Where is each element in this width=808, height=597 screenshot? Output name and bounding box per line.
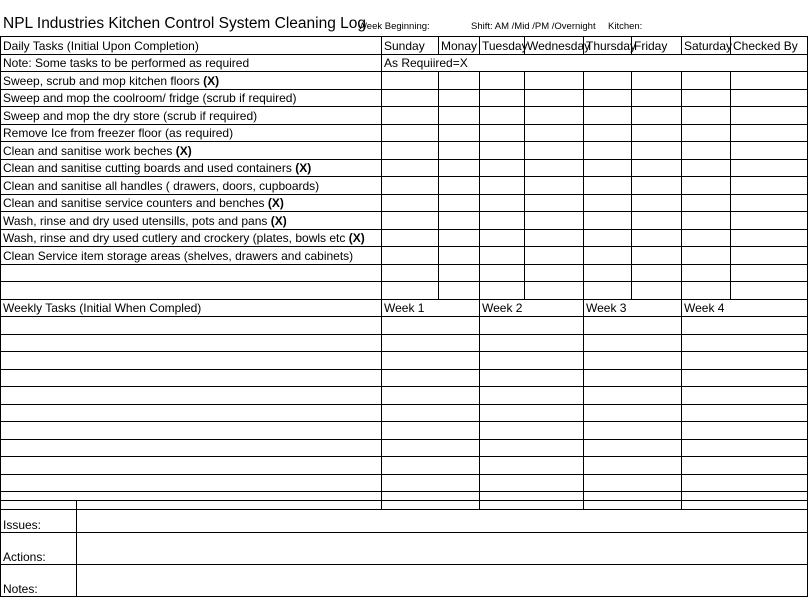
initial-cell[interactable] [439,72,480,90]
day-header: Checked By [731,37,808,55]
shift-label: Shift: AM /Mid /PM /Overnight [471,21,596,32]
initial-cell[interactable] [480,282,525,300]
initial-cell[interactable] [525,177,584,195]
initial-cell[interactable] [480,177,525,195]
initial-cell[interactable] [682,142,731,160]
initial-cell[interactable] [382,282,439,300]
initial-cell[interactable] [480,72,525,90]
actions-label: Actions: [1,533,77,565]
initial-cell[interactable] [584,247,632,265]
week-initial-cell[interactable] [682,352,808,370]
initial-cell[interactable] [525,159,584,177]
day-header: Saturday [682,37,731,55]
initial-cell[interactable] [731,159,808,177]
task-label: Clean Service item storage areas (shelves, drawers and cabinets) [3,248,354,263]
task-cell [1,159,382,177]
week-initial-cell[interactable] [480,457,584,475]
week-initial-cell[interactable] [480,422,584,440]
notes-label: Notes: [1,565,77,597]
initial-cell[interactable] [682,124,731,142]
initial-cell[interactable] [525,124,584,142]
task-label: Wash, rinse and dry used utensills, pots and pans [3,213,271,228]
initial-cell[interactable] [584,72,632,90]
initial-cell[interactable] [525,229,584,247]
initial-cell[interactable] [525,282,584,300]
day-header: Tuesday [480,37,525,55]
initial-cell[interactable] [682,89,731,107]
initial-cell[interactable] [525,194,584,212]
initial-cell[interactable] [480,124,525,142]
task-label: Remove Ice from freezer floor (as required) [3,126,234,140]
initial-cell[interactable] [480,107,525,125]
initial-cell[interactable] [439,159,480,177]
week-initial-cell[interactable] [382,387,480,405]
week-initial-cell[interactable] [382,422,480,440]
as-required-mark: (X) [267,196,284,210]
week-initial-cell[interactable] [382,474,480,492]
initial-cell[interactable] [439,264,480,282]
initial-cell[interactable] [584,89,632,107]
initial-cell[interactable] [584,159,632,177]
cleaning-log-table [0,36,808,510]
task-row [1,142,808,160]
task-row [1,89,808,107]
week-initial-cell[interactable] [382,352,480,370]
week-initial-cell[interactable] [584,317,682,335]
week-initial-cell[interactable] [682,457,808,475]
initial-cell[interactable] [731,142,808,160]
initial-cell[interactable] [480,212,525,230]
day-header: Wednesday [525,37,584,55]
initial-cell[interactable] [439,142,480,160]
week-initial-cell[interactable] [480,404,584,422]
actions-row [1,533,808,565]
initial-cell[interactable] [480,264,525,282]
task-row [1,72,808,90]
note-row [1,54,808,72]
initial-cell[interactable] [382,247,439,265]
weekly-row [1,422,808,440]
initial-cell[interactable] [682,282,731,300]
initial-cell[interactable] [632,142,682,160]
week-initial-cell[interactable] [682,334,808,352]
task-row [1,159,808,177]
initial-cell[interactable] [584,177,632,195]
weekly-row [1,457,808,475]
initial-cell[interactable] [439,247,480,265]
task-label: Clean and sanitise service counters and benches [3,196,268,210]
initial-cell[interactable] [731,177,808,195]
initial-cell[interactable] [632,247,682,265]
initial-cell[interactable] [382,212,439,230]
week-initial-cell[interactable] [682,404,808,422]
initial-cell[interactable] [682,194,731,212]
task-row [1,177,808,195]
initial-cell[interactable] [731,72,808,90]
week-initial-cell[interactable] [584,387,682,405]
week-initial-cell[interactable] [382,317,480,335]
task-cell [1,72,382,90]
week-initial-cell[interactable] [382,334,480,352]
initial-cell[interactable] [480,142,525,160]
initial-cell[interactable] [382,194,439,212]
week-initial-cell[interactable] [382,457,480,475]
week-initial-cell[interactable] [584,439,682,457]
week-initial-cell[interactable] [480,352,584,370]
task-cell [1,247,382,265]
weekly-tasks-section [1,299,808,509]
daily-tasks-section [1,37,808,300]
week-header: Week 3 [584,299,682,317]
initial-cell[interactable] [682,264,731,282]
week-initial-cell[interactable] [682,369,808,387]
weekly-task-cell[interactable] [1,352,382,370]
initial-cell[interactable] [525,247,584,265]
initial-cell[interactable] [682,247,731,265]
weekly-task-cell[interactable] [1,334,382,352]
task-cell [1,177,382,195]
initial-cell[interactable] [632,107,682,125]
notes-table [0,500,808,597]
initial-cell[interactable] [731,194,808,212]
initial-cell[interactable] [731,107,808,125]
initial-cell[interactable] [382,159,439,177]
initial-cell[interactable] [682,159,731,177]
initial-cell[interactable] [632,124,682,142]
week-initial-cell[interactable] [480,334,584,352]
initial-cell[interactable] [584,194,632,212]
initial-cell[interactable] [439,107,480,125]
initial-cell[interactable] [382,142,439,160]
task-row [1,107,808,125]
as-required-mark: (X) [175,143,192,158]
weekly-row [1,317,808,335]
weekly-row [1,352,808,370]
week-initial-cell[interactable] [682,439,808,457]
weekly-row [1,439,808,457]
weekly-row [1,404,808,422]
initial-cell[interactable] [632,212,682,230]
initial-cell[interactable] [382,72,439,90]
weekly-row [1,369,808,387]
initial-cell[interactable] [382,264,439,282]
initial-cell[interactable] [439,212,480,230]
weekly-task-cell[interactable] [1,387,382,405]
initial-cell[interactable] [382,177,439,195]
notes-field[interactable] [77,565,808,597]
task-label: Clean and sanitise cutting boards and used containers [3,161,296,175]
initial-cell[interactable] [632,282,682,300]
initial-cell[interactable] [682,229,731,247]
weekly-task-cell[interactable] [1,369,382,387]
task-cell [1,282,382,300]
weekly-header-row [1,299,808,317]
week-initial-cell[interactable] [382,369,480,387]
week-initial-cell[interactable] [584,404,682,422]
day-header: Monay [439,37,480,55]
initial-cell[interactable] [439,229,480,247]
task-label: Sweep and mop the coolroom/ fridge (scrub if required) [3,91,297,105]
daily-header-row [1,37,808,55]
initial-cell[interactable] [584,124,632,142]
task-cell [1,212,382,230]
task-row [1,247,808,265]
weekly-row [1,387,808,405]
initial-cell[interactable] [584,212,632,230]
initial-cell[interactable] [480,89,525,107]
weekly-task-cell[interactable] [1,317,382,335]
week-initial-cell[interactable] [584,457,682,475]
task-row [1,194,808,212]
initial-cell[interactable] [682,72,731,90]
week-initial-cell[interactable] [480,369,584,387]
initial-cell[interactable] [731,124,808,142]
week-initial-cell[interactable] [584,422,682,440]
initial-cell[interactable] [682,177,731,195]
week-header: Week 2 [480,299,584,317]
legend-text: As Requiired=X [382,54,808,72]
issues-field[interactable] [77,501,808,533]
notes-row [1,565,808,597]
initial-cell[interactable] [525,107,584,125]
page-title: NPL Industries Kitchen Control System Cleaning Log [3,15,367,32]
initial-cell[interactable] [731,229,808,247]
initial-cell[interactable] [731,89,808,107]
weekly-tasks-heading: Weekly Tasks (Initial When Compled) [1,299,382,317]
task-row [1,124,808,142]
day-header: Thursday [584,37,632,55]
task-label: Sweep, scrub and mop kitchen floors [3,73,204,88]
initial-cell[interactable] [480,159,525,177]
initial-cell[interactable] [480,229,525,247]
initial-cell[interactable] [584,282,632,300]
task-cell [1,124,382,142]
initial-cell[interactable] [439,194,480,212]
initial-cell[interactable] [632,264,682,282]
note-text: Note: Some tasks to be performed as required [1,54,382,72]
initial-cell[interactable] [731,247,808,265]
week-beginning-label: Week Beginning: [358,21,430,32]
weekly-task-cell[interactable] [1,474,382,492]
initial-cell[interactable] [525,89,584,107]
initial-cell[interactable] [632,89,682,107]
as-required-mark: (X) [203,73,220,88]
task-cell [1,229,382,247]
log-header [0,15,807,35]
initial-cell[interactable] [584,142,632,160]
initial-cell[interactable] [632,72,682,90]
week-initial-cell[interactable] [480,439,584,457]
day-header: Friday [632,37,682,55]
task-label: Wash, rinse and dry used cutlery and crockery (plates, bowls etc [3,231,349,245]
week-initial-cell[interactable] [682,474,808,492]
issues-row [1,501,808,533]
initial-cell[interactable] [480,194,525,212]
daily-tasks-heading: Daily Tasks (Initial Upon Completion) [1,37,382,55]
initial-cell[interactable] [731,264,808,282]
weekly-task-cell[interactable] [1,404,382,422]
initial-cell[interactable] [632,229,682,247]
initial-cell[interactable] [731,282,808,300]
initial-cell[interactable] [382,107,439,125]
week-header: Week 1 [382,299,480,317]
task-label: Sweep and mop the dry store (scrub if required) [3,108,258,123]
initial-cell[interactable] [632,177,682,195]
initial-cell[interactable] [525,142,584,160]
week-initial-cell[interactable] [480,387,584,405]
initial-cell[interactable] [682,212,731,230]
weekly-row [1,474,808,492]
task-row [1,212,808,230]
initial-cell[interactable] [584,107,632,125]
initial-cell[interactable] [731,212,808,230]
task-cell [1,107,382,125]
initial-cell[interactable] [525,264,584,282]
weekly-task-cell[interactable] [1,457,382,475]
task-cell [1,89,382,107]
task-label: Clean and sanitise all handles ( drawers, doors, cupboards) [3,178,320,193]
initial-cell[interactable] [584,264,632,282]
initial-cell[interactable] [439,282,480,300]
week-initial-cell[interactable] [382,439,480,457]
initial-cell[interactable] [439,177,480,195]
as-required-mark: (X) [295,161,312,175]
task-row [1,229,808,247]
initial-cell[interactable] [584,229,632,247]
week-initial-cell[interactable] [682,387,808,405]
initial-cell[interactable] [632,194,682,212]
week-initial-cell[interactable] [682,422,808,440]
week-initial-cell[interactable] [584,334,682,352]
task-row [1,264,808,282]
week-initial-cell[interactable] [480,317,584,335]
actions-field[interactable] [77,533,808,565]
week-initial-cell[interactable] [480,474,584,492]
initial-cell[interactable] [682,107,731,125]
week-initial-cell[interactable] [382,404,480,422]
initial-cell[interactable] [480,247,525,265]
task-cell [1,194,382,212]
as-required-mark: (X) [348,231,365,245]
initial-cell[interactable] [382,89,439,107]
initial-cell[interactable] [382,229,439,247]
task-cell [1,142,382,160]
initial-cell[interactable] [439,124,480,142]
day-header: Sunday [382,37,439,55]
task-cell [1,264,382,282]
task-label: Clean and sanitise work beches [3,143,176,158]
kitchen-label: Kitchen: [608,21,643,32]
week-initial-cell[interactable] [584,474,682,492]
week-initial-cell[interactable] [584,352,682,370]
task-row [1,282,808,300]
initial-cell[interactable] [525,212,584,230]
initial-cell[interactable] [439,89,480,107]
initial-cell[interactable] [382,124,439,142]
weekly-task-cell[interactable] [1,439,382,457]
initial-cell[interactable] [525,72,584,90]
week-header: Week 4 [682,299,808,317]
issues-label: Issues: [1,501,77,533]
week-initial-cell[interactable] [584,369,682,387]
week-initial-cell[interactable] [682,317,808,335]
initial-cell[interactable] [632,159,682,177]
as-required-mark: (X) [270,213,287,228]
weekly-task-cell[interactable] [1,422,382,440]
weekly-row [1,334,808,352]
